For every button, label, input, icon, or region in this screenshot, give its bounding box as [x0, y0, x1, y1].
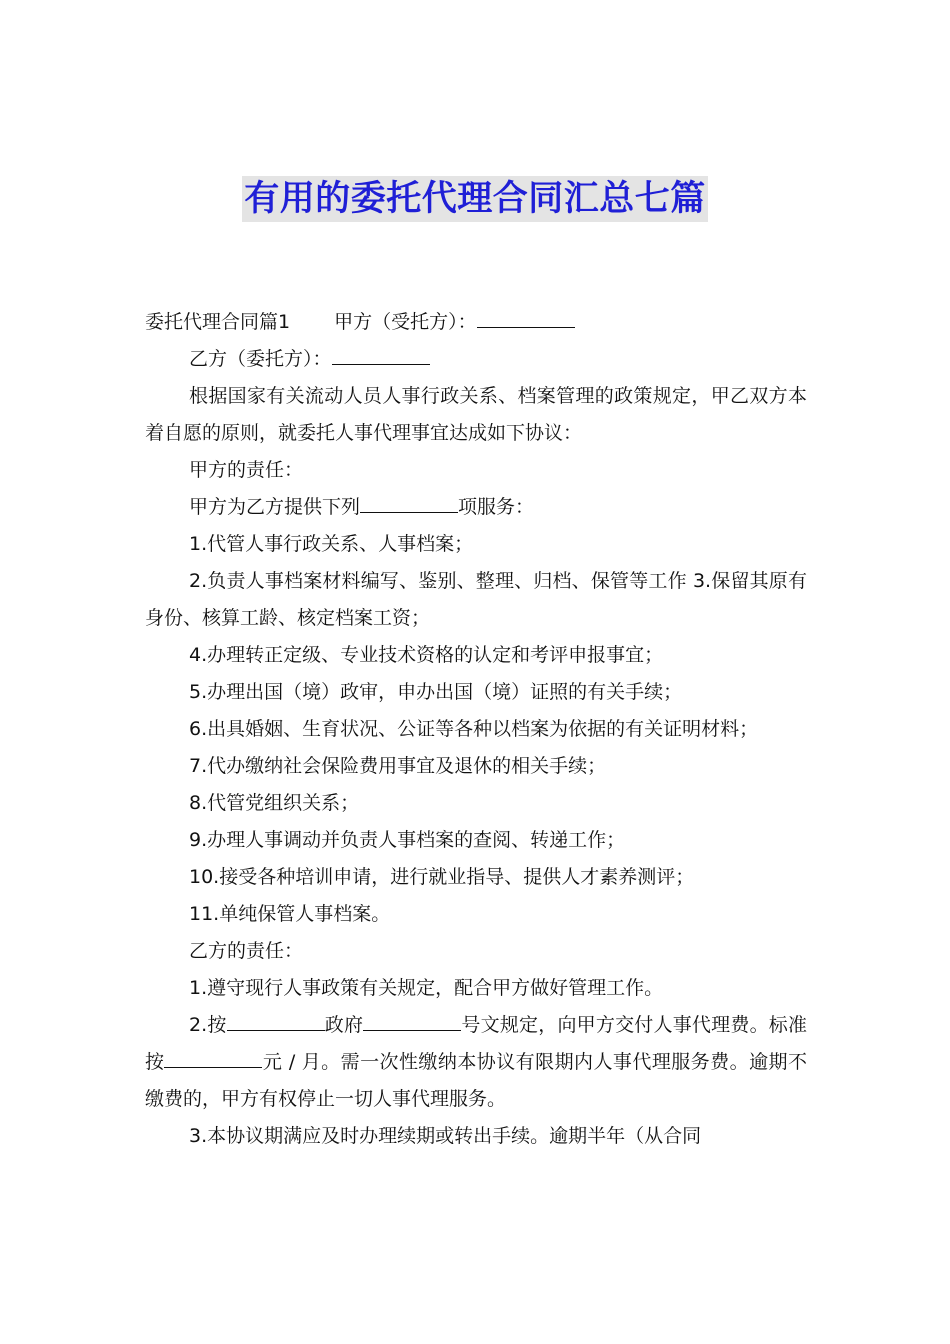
- paragraph-preamble: 根据国家有关流动人员人事行政关系、档案管理的政策规定，甲乙双方本着自愿的原则，就委托人事代理事宜达成如下协议：: [145, 385, 807, 444]
- list-item: 1.遵守现行人事政策有关规定，配合甲方做好管理工作。: [189, 977, 664, 999]
- list-item: 7.代办缴纳社会保险费用事宜及退休的相关手续；: [189, 755, 607, 777]
- party-a-blank: [477, 305, 575, 328]
- services-line: 甲方为乙方提供下列 项服务：: [145, 489, 807, 526]
- party-a-label: 甲方（受托方）：: [334, 311, 477, 333]
- contract-heading: 委托代理合同篇1: [145, 311, 291, 333]
- services-count-blank: [360, 490, 458, 513]
- document-title: 有用的委托代理合同汇总七篇: [242, 176, 708, 222]
- fee-clause: 2.按 政府 号文规定，向甲方交付人事代理费。标准按 元 / 月。需一次性缴纳本协议有限期内人事代理服务费。逾期不缴费的，甲方有权停止一切人事代理服务。: [145, 1007, 807, 1118]
- party-a-duties-heading: 甲方的责任：: [189, 459, 304, 481]
- party-b-line: [145, 341, 807, 378]
- list-item: 2.负责人事档案材料编写、鉴别、整理、归档、保管等工作 3.保留其原有身份、核算工龄、核定档案工资；: [145, 570, 807, 629]
- government-blank: [227, 1008, 325, 1031]
- document-body: [145, 304, 807, 1155]
- party-b-blank: [332, 342, 430, 365]
- list-item: 9.办理人事调动并负责人事档案的查阅、转递工作；: [189, 829, 626, 851]
- party-b-label: 乙方（委托方）：: [189, 348, 332, 370]
- document-number-blank: [363, 1008, 461, 1031]
- list-item: 5.办理出国（境）政审，申办出国（境）证照的有关手续；: [189, 681, 683, 703]
- fee-amount-blank: [164, 1045, 262, 1068]
- list-item: 6.出具婚姻、生育状况、公证等各种以档案为依据的有关证明材料；: [189, 718, 759, 740]
- list-item: 11.单纯保管人事档案。: [189, 903, 391, 925]
- list-item: 3.本协议期满应及时办理续期或转出手续。逾期半年（从合同: [189, 1125, 702, 1147]
- intro-line: [145, 304, 807, 341]
- list-item: 8.代管党组织关系；: [189, 792, 360, 814]
- list-item: 4.办理转正定级、专业技术资格的认定和考评申报事宜；: [189, 644, 664, 666]
- list-item: 10.接受各种培训申请，进行就业指导、提供人才素养测评；: [189, 866, 695, 888]
- party-b-duties-heading: 乙方的责任：: [189, 940, 304, 962]
- title-area: [0, 176, 950, 222]
- list-item: 1.代管人事行政关系、人事档案；: [189, 533, 474, 555]
